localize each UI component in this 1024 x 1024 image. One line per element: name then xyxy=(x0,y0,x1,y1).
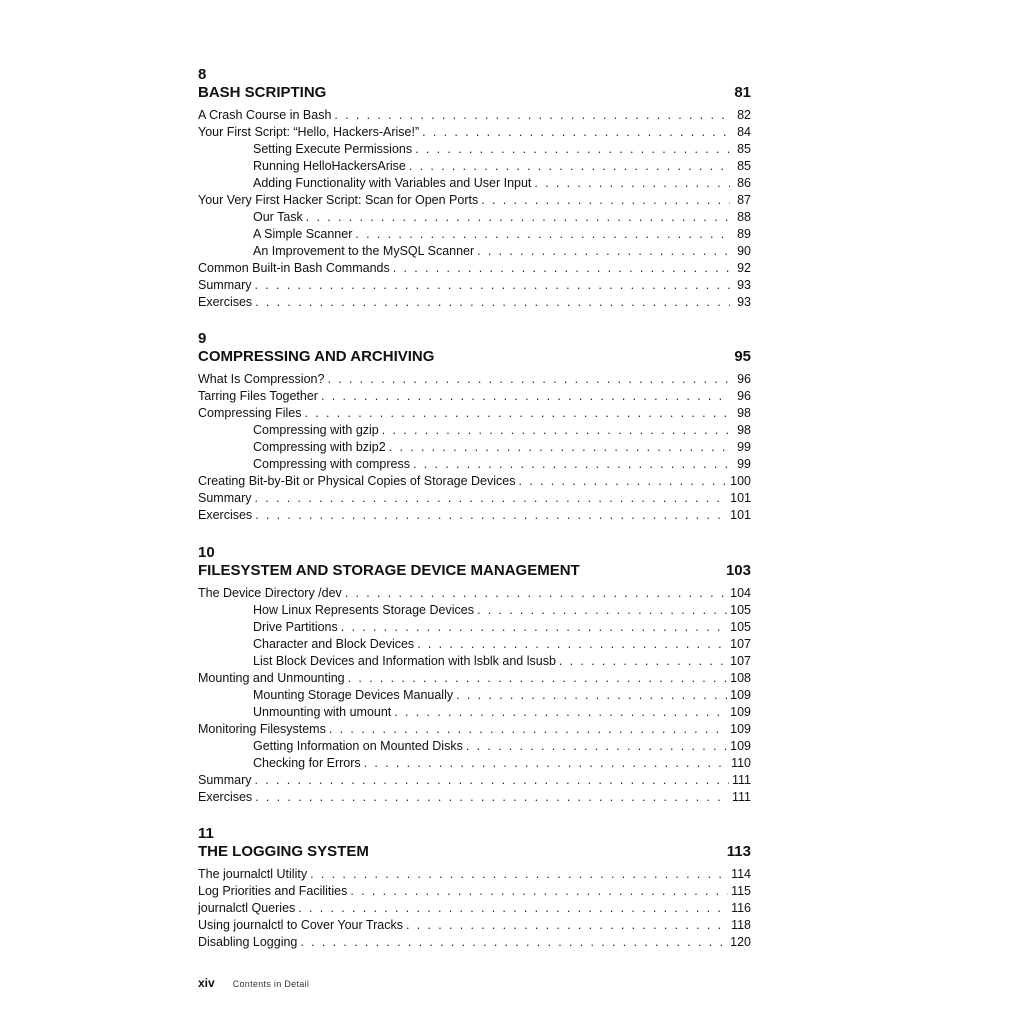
dot-leader xyxy=(306,209,730,226)
toc-entry[interactable] xyxy=(198,866,751,883)
entry-title: A Crash Course in Bash xyxy=(198,108,332,122)
chapter-section xyxy=(198,66,751,311)
dot-leader xyxy=(329,721,727,738)
entry-title: Log Priorities and Facilities xyxy=(198,884,348,898)
dot-leader xyxy=(355,226,730,243)
entry-page: 99 xyxy=(737,457,751,471)
chapter-number: 9 xyxy=(198,330,207,347)
entry-title: Our Task xyxy=(253,210,303,224)
toc-entry[interactable] xyxy=(198,107,751,124)
entry-title: An Improvement to the MySQL Scanner xyxy=(253,244,475,258)
entry-title: Summary xyxy=(198,491,252,505)
entry-title: Monitoring Filesystems xyxy=(198,722,326,736)
toc-subentry[interactable] xyxy=(198,619,751,636)
dot-leader xyxy=(534,175,730,192)
dot-leader xyxy=(298,900,728,917)
entry-page: 93 xyxy=(737,295,751,309)
entry-page: 109 xyxy=(730,688,751,702)
entry-page: 86 xyxy=(737,176,751,190)
entry-title: Using journalctl to Cover Your Tracks xyxy=(198,918,403,932)
chapter-number: 11 xyxy=(198,825,214,842)
entry-title: Your First Script: “Hello, Hackers-Arise!” xyxy=(198,125,420,139)
dot-leader xyxy=(409,158,730,175)
toc-entry[interactable] xyxy=(198,917,751,934)
entry-page: 104 xyxy=(730,586,751,600)
entry-page: 115 xyxy=(731,884,751,898)
entry-page: 100 xyxy=(730,474,751,488)
entry-title: Common Built-in Bash Commands xyxy=(198,261,390,275)
dot-leader xyxy=(300,934,727,951)
chapter-number: 8 xyxy=(198,66,207,83)
toc-subentry[interactable] xyxy=(198,755,751,772)
page-number: xiv xyxy=(198,976,215,990)
entry-page: 93 xyxy=(737,278,751,292)
dot-leader xyxy=(305,405,730,422)
entry-title: Tarring Files Together xyxy=(198,389,318,403)
toc-entry[interactable] xyxy=(198,388,751,405)
toc-entry[interactable] xyxy=(198,772,751,789)
toc-subentry[interactable] xyxy=(198,687,751,704)
entry-title: A Simple Scanner xyxy=(253,227,353,241)
entry-page: 109 xyxy=(730,722,751,736)
dot-leader xyxy=(519,473,728,490)
entry-page: 107 xyxy=(730,637,751,651)
entry-title: What Is Compression? xyxy=(198,372,325,386)
chapter-title: COMPRESSING AND ARCHIVING xyxy=(198,348,435,365)
entry-title: Your Very First Hacker Script: Scan for Open Ports xyxy=(198,193,479,207)
entry-title: Compressing with bzip2 xyxy=(253,440,386,454)
dot-leader xyxy=(310,866,728,883)
chapter-heading[interactable] xyxy=(198,842,751,862)
toc-entry[interactable] xyxy=(198,670,751,687)
toc-subentry[interactable] xyxy=(198,175,751,192)
chapter-page: 103 xyxy=(725,562,751,579)
chapter-title: BASH SCRIPTING xyxy=(198,84,327,101)
toc-entry[interactable] xyxy=(198,473,751,490)
dot-leader xyxy=(481,192,730,209)
toc-subentry[interactable] xyxy=(198,439,751,456)
dot-leader xyxy=(417,636,727,653)
toc-subentry[interactable] xyxy=(198,226,751,243)
dot-leader xyxy=(393,260,730,277)
dot-leader xyxy=(559,653,727,670)
dot-leader xyxy=(466,738,727,755)
entry-page: 109 xyxy=(730,739,751,753)
dot-leader xyxy=(389,439,730,456)
entry-page: 84 xyxy=(737,125,751,139)
chapter-heading[interactable] xyxy=(198,561,751,581)
entry-title: The Device Directory /dev xyxy=(198,586,342,600)
toc-entry[interactable] xyxy=(198,883,751,900)
entry-page: 114 xyxy=(731,867,751,881)
toc-entry[interactable] xyxy=(198,294,751,311)
toc-entry[interactable] xyxy=(198,277,751,294)
toc-subentry[interactable] xyxy=(198,456,751,473)
chapter-heading[interactable] xyxy=(198,83,751,103)
entry-page: 109 xyxy=(730,705,751,719)
toc-entry[interactable] xyxy=(198,405,751,422)
toc-entry[interactable] xyxy=(198,260,751,277)
entry-title: Drive Partitions xyxy=(253,620,338,634)
entry-page: 98 xyxy=(737,406,751,420)
toc-entry[interactable] xyxy=(198,507,751,524)
toc-subentry[interactable] xyxy=(198,738,751,755)
entry-title: Checking for Errors xyxy=(253,756,361,770)
toc-entry[interactable] xyxy=(198,900,751,917)
entry-page: 90 xyxy=(737,244,751,258)
entry-title: Getting Information on Mounted Disks xyxy=(253,739,463,753)
toc-subentry[interactable] xyxy=(198,653,751,670)
chapter-title: FILESYSTEM AND STORAGE DEVICE MANAGEMENT xyxy=(198,562,580,579)
entry-page: 105 xyxy=(730,620,751,634)
toc-entry[interactable] xyxy=(198,721,751,738)
entry-title: Running HelloHackersArise xyxy=(253,159,406,173)
dot-leader xyxy=(477,602,727,619)
toc-entry[interactable] xyxy=(198,585,751,602)
dot-leader xyxy=(364,755,728,772)
entry-title: Adding Functionality with Variables and User Input xyxy=(253,176,532,190)
dot-leader xyxy=(254,277,730,294)
dot-leader xyxy=(327,371,730,388)
toc-subentry[interactable] xyxy=(198,422,751,439)
entry-page: 107 xyxy=(730,654,751,668)
entry-page: 105 xyxy=(730,603,751,617)
entry-page: 85 xyxy=(737,159,751,173)
running-head: Contents in Detail xyxy=(232,979,310,989)
dot-leader xyxy=(255,294,730,311)
entry-page: 89 xyxy=(737,227,751,241)
toc-entry[interactable] xyxy=(198,490,751,507)
entry-title: Mounting and Unmounting xyxy=(198,671,345,685)
toc-subentry[interactable] xyxy=(198,209,751,226)
dot-leader xyxy=(382,422,730,439)
entry-page: 108 xyxy=(730,671,751,685)
chapter-title: THE LOGGING SYSTEM xyxy=(198,843,369,860)
dot-leader xyxy=(255,789,729,806)
entry-page: 110 xyxy=(731,756,751,770)
entry-page: 116 xyxy=(731,901,751,915)
entry-page: 85 xyxy=(737,142,751,156)
entry-title: Exercises xyxy=(198,295,253,309)
entry-title: Compressing with gzip xyxy=(253,423,379,437)
dot-leader xyxy=(321,388,730,405)
toc-subentry[interactable] xyxy=(198,243,751,260)
entry-title: Compressing Files xyxy=(198,406,302,420)
entry-page: 120 xyxy=(730,935,751,949)
chapter-section xyxy=(198,330,751,524)
toc-subentry[interactable] xyxy=(198,158,751,175)
entry-title: How Linux Represents Storage Devices xyxy=(253,603,474,617)
entry-title: Compressing with compress xyxy=(253,457,410,471)
dot-leader xyxy=(413,456,730,473)
entry-page: 96 xyxy=(737,389,751,403)
dot-leader xyxy=(350,883,728,900)
dot-leader xyxy=(422,124,730,141)
entry-title: Character and Block Devices xyxy=(253,637,415,651)
entry-page: 92 xyxy=(737,261,751,275)
toc-subentry[interactable] xyxy=(198,141,751,158)
chapter-page: 81 xyxy=(734,84,751,101)
entry-page: 111 xyxy=(731,773,751,787)
dot-leader xyxy=(477,243,730,260)
dot-leader xyxy=(254,772,729,789)
dot-leader xyxy=(348,670,728,687)
chapter-section xyxy=(198,825,751,951)
chapter-page: 113 xyxy=(726,843,751,860)
page-footer xyxy=(198,976,309,990)
dot-leader xyxy=(334,107,730,124)
entry-page: 98 xyxy=(737,423,751,437)
toc-subentry[interactable] xyxy=(198,704,751,721)
entry-title: The journalctl Utility xyxy=(198,867,308,881)
toc-entry[interactable] xyxy=(198,192,751,209)
toc-entry[interactable] xyxy=(198,124,751,141)
entry-page: 101 xyxy=(730,491,751,505)
dot-leader xyxy=(394,704,727,721)
entry-title: Exercises xyxy=(198,790,253,804)
dot-leader xyxy=(341,619,727,636)
toc-entry[interactable] xyxy=(198,371,751,388)
entry-title: Summary xyxy=(198,773,252,787)
entry-page: 111 xyxy=(731,790,751,804)
entry-title: Setting Execute Permissions xyxy=(253,142,413,156)
entry-page: 101 xyxy=(730,508,751,522)
entry-page: 82 xyxy=(737,108,751,122)
dot-leader xyxy=(255,507,727,524)
chapter-number: 10 xyxy=(198,544,215,561)
chapter-heading[interactable] xyxy=(198,347,751,367)
entry-page: 96 xyxy=(737,372,751,386)
chapter-section xyxy=(198,544,751,806)
entry-title: Disabling Logging xyxy=(198,935,298,949)
dot-leader xyxy=(345,585,727,602)
dot-leader xyxy=(415,141,730,158)
entry-title: Summary xyxy=(198,278,252,292)
entry-title: journalctl Queries xyxy=(198,901,296,915)
entry-title: Unmounting with umount xyxy=(253,705,392,719)
entry-page: 118 xyxy=(731,918,751,932)
entry-title: Creating Bit-by-Bit or Physical Copies of Storage Devices xyxy=(198,474,516,488)
entry-page: 99 xyxy=(737,440,751,454)
dot-leader xyxy=(406,917,728,934)
entry-page: 88 xyxy=(737,210,751,224)
dot-leader xyxy=(456,687,727,704)
entry-page: 87 xyxy=(737,193,751,207)
entry-title: Mounting Storage Devices Manually xyxy=(253,688,454,702)
toc-subentry[interactable] xyxy=(198,602,751,619)
toc-subentry[interactable] xyxy=(198,636,751,653)
entry-title: List Block Devices and Information with lsblk and lsusb xyxy=(253,654,556,668)
toc-entry[interactable] xyxy=(198,789,751,806)
toc-entry[interactable] xyxy=(198,934,751,951)
dot-leader xyxy=(254,490,727,507)
entry-title: Exercises xyxy=(198,508,253,522)
chapter-page: 95 xyxy=(734,348,751,365)
